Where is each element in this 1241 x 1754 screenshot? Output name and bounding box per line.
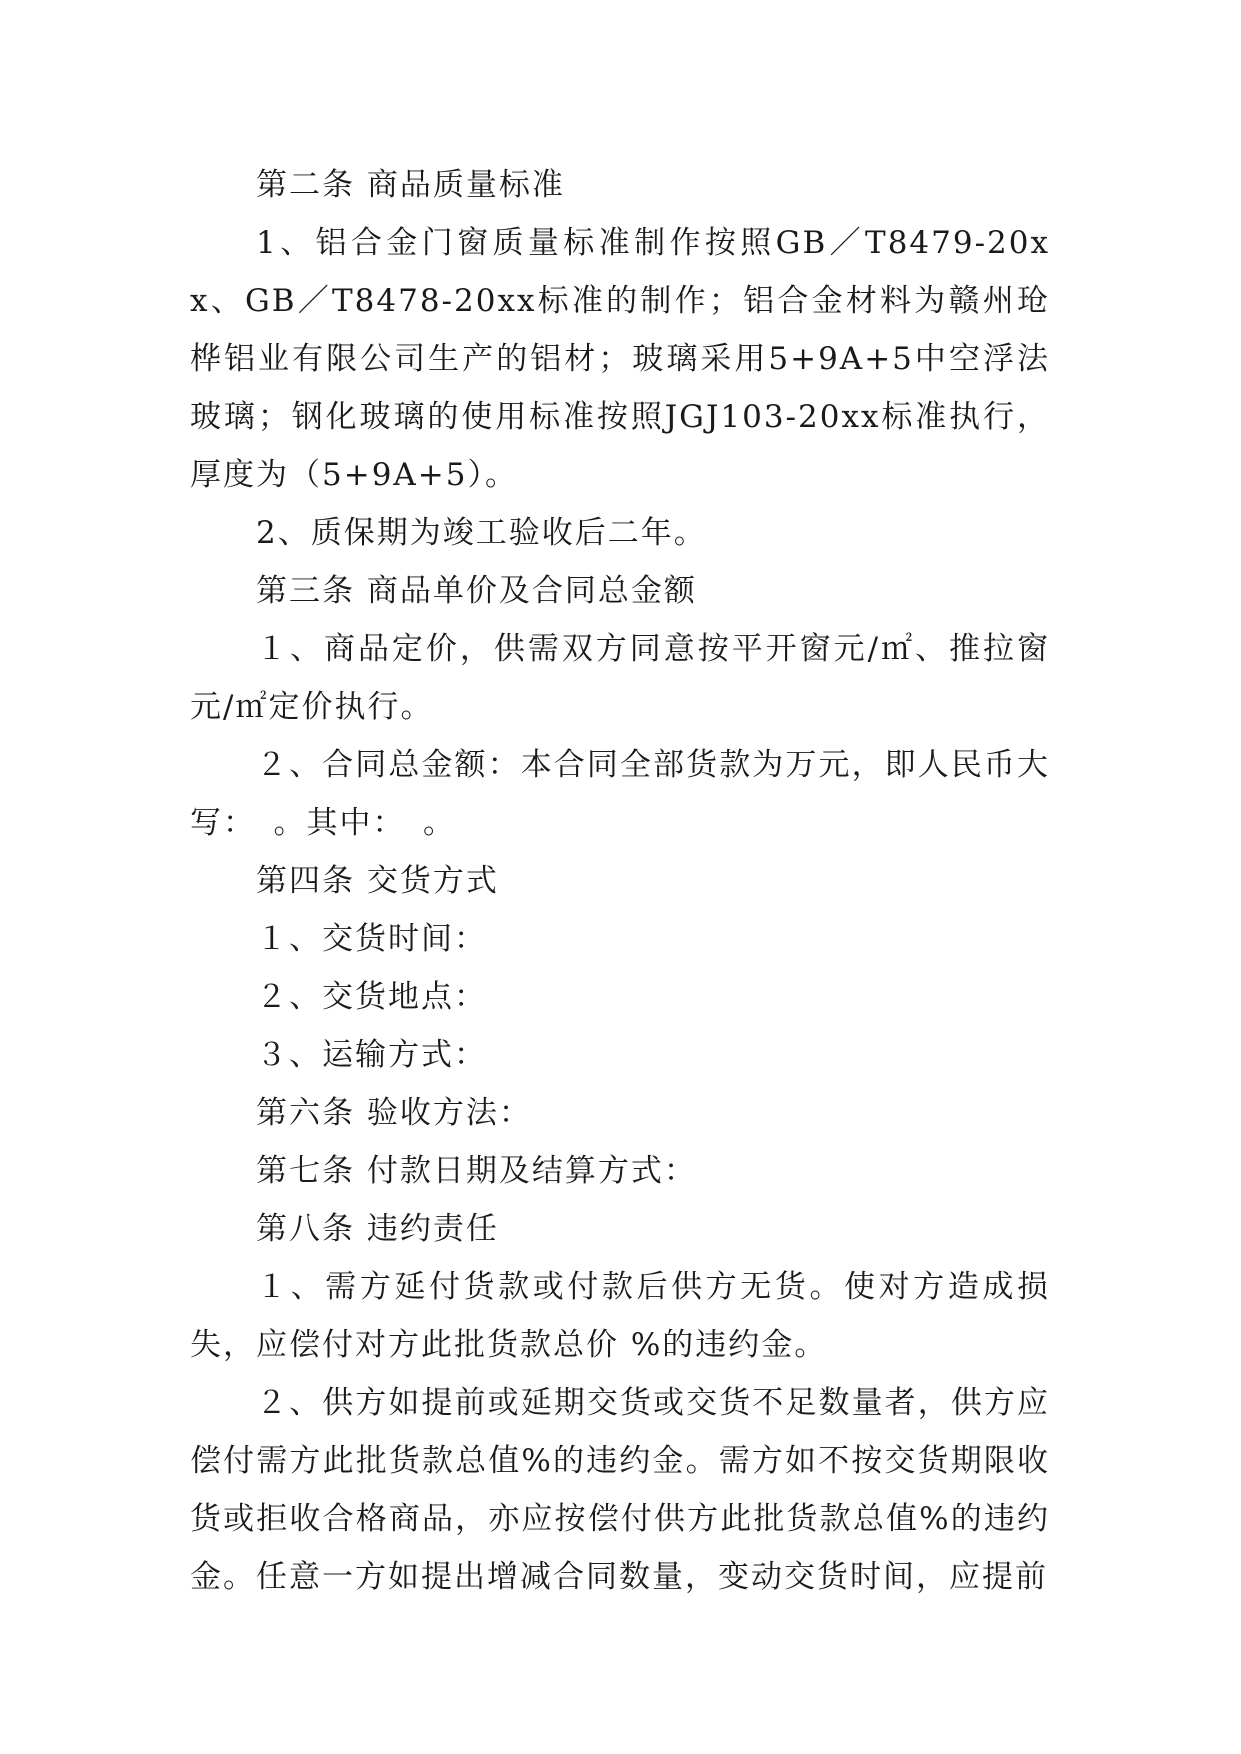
- paragraph-warranty-period: 2、质保期为竣工验收后二年。: [256, 515, 707, 551]
- paragraph-unit-price: １、商品定价，供需双方同意按平开窗元/㎡、推拉窗元/㎡定价执行。: [190, 631, 1050, 725]
- section-heading-article-6: 第六条 验收方法：: [256, 1095, 532, 1131]
- section-heading-article-7: 第七条 付款日期及结算方式：: [256, 1153, 697, 1189]
- paragraph-delivery-time: １、交货时间：: [256, 921, 487, 957]
- paragraph-total-amount: ２、合同总金额：本合同全部货款为万元，即人民币大写： 。其中： 。: [190, 747, 1050, 841]
- paragraph-delivery-location: ２、交货地点：: [256, 979, 487, 1015]
- section-heading-article-3: 第三条 商品单价及合同总金额: [256, 573, 697, 609]
- document-body: [190, 156, 1050, 1606]
- paragraph-buyer-breach: １、需方延付货款或付款后供方无货。使对方造成损失，应偿付对方此批货款总价 %的违约金。: [190, 1269, 1050, 1363]
- paragraph-quality-standard: 1、铝合金门窗质量标准制作按照GB／T8479-20xx、GB／T8478-20xx标准的制作；铝合金材料为赣州玱桦铝业有限公司生产的铝材；玻璃采用5+9A+5中空浮法玻璃；钢化玻璃的使用标准按照JGJ103-20xx标准执行，厚度为（5+9A+5）。: [190, 225, 1050, 493]
- section-heading-article-4: 第四条 交货方式: [256, 863, 499, 899]
- section-heading-article-8: 第八条 违约责任: [256, 1211, 499, 1247]
- section-heading-article-2: 第二条 商品质量标准: [256, 167, 565, 203]
- paragraph-supplier-breach: ２、供方如提前或延期交货或交货不足数量者，供方应偿付需方此批货款总值%的违约金。需方如不按交货期限收货或拒收合格商品，亦应按偿付供方此批货款总值%的违约金。任意一方如提出增减合同数量，变动交货时间，应提前: [190, 1385, 1050, 1595]
- paragraph-transport-method: ３、运输方式：: [256, 1037, 487, 1073]
